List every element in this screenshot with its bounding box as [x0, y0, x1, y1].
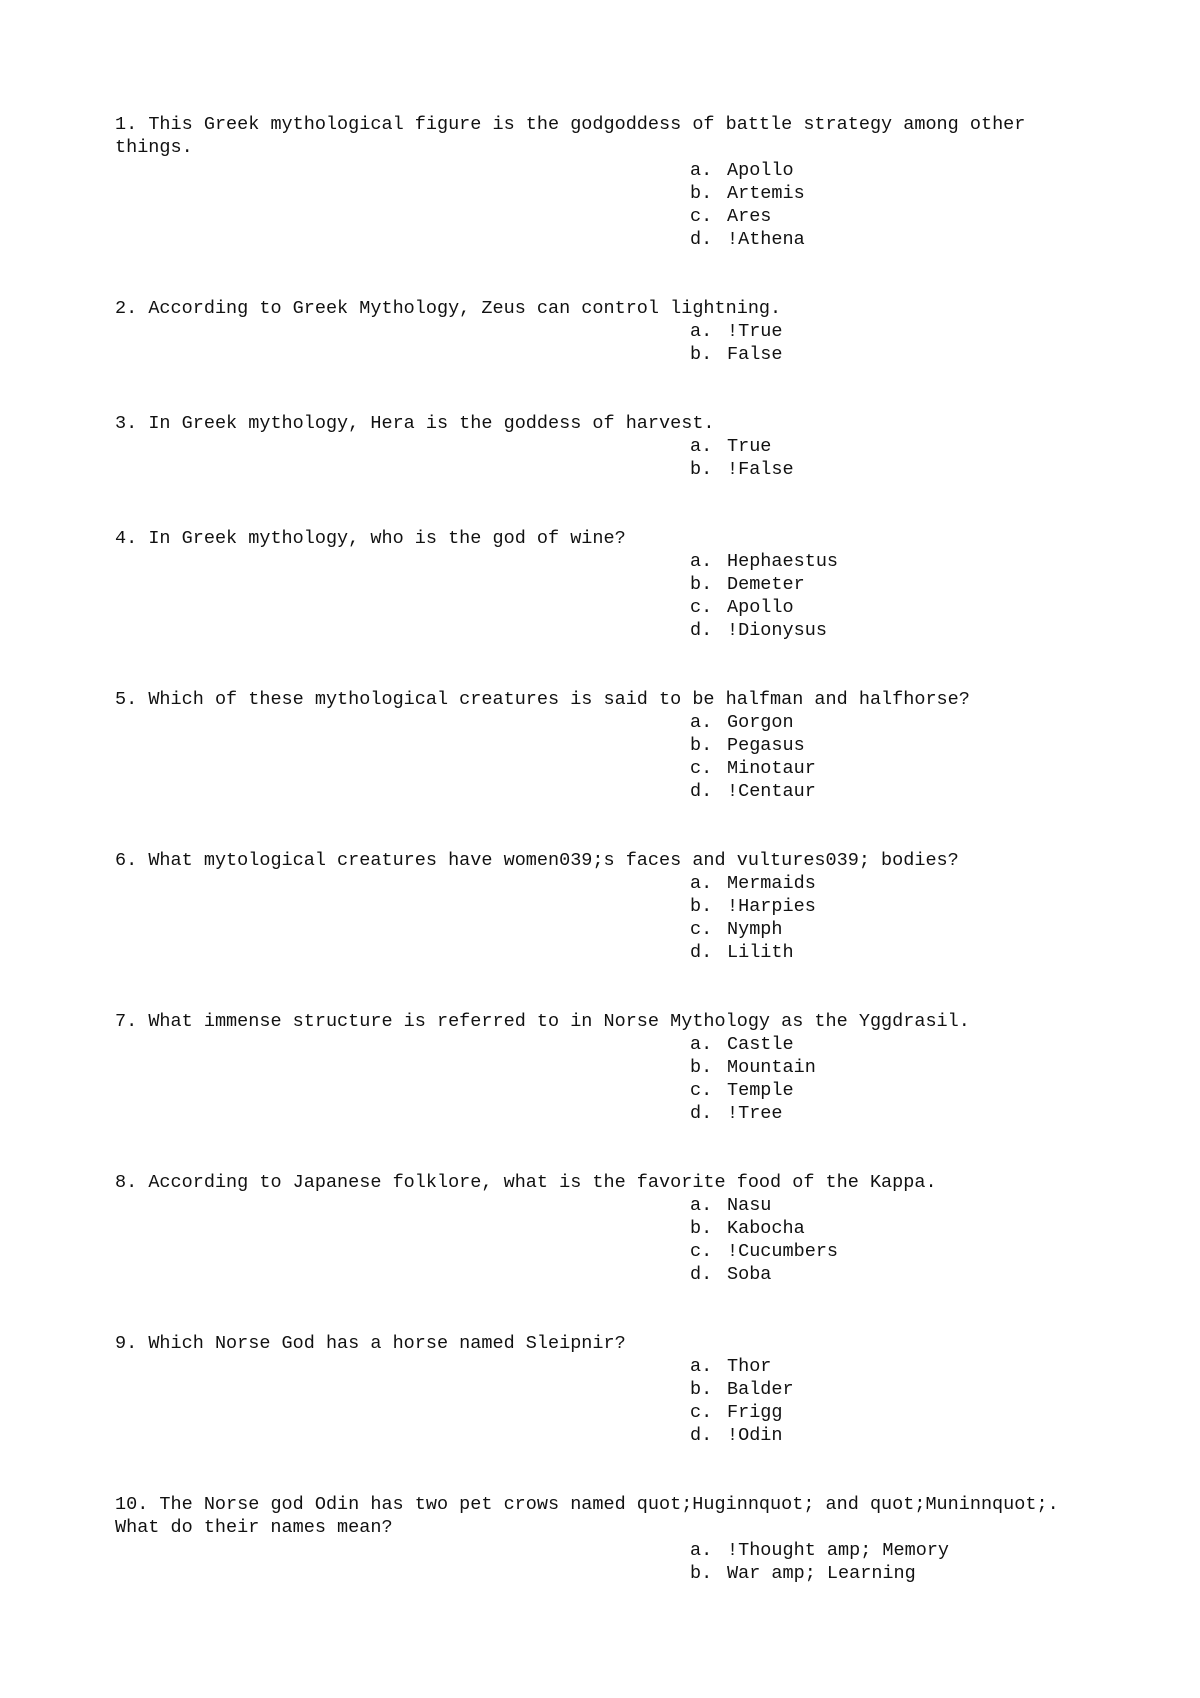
option-c [690, 1079, 1075, 1102]
options-list [115, 159, 1075, 251]
option-text: Castle [727, 1034, 794, 1055]
option-letter: b. [690, 344, 713, 365]
question-text [115, 527, 1075, 550]
option-b [690, 182, 1075, 205]
question-body: In Greek mythology, who is the god of wine? [148, 528, 626, 549]
option-a [690, 711, 1075, 734]
question-5 [115, 688, 1075, 803]
question-8 [115, 1171, 1075, 1286]
option-letter: c. [690, 597, 713, 618]
question-text [115, 1493, 1081, 1539]
question-body: In Greek mythology, Hera is the goddess of harvest. [148, 413, 715, 434]
option-text: Thor [727, 1356, 772, 1377]
option-letter: c. [690, 1402, 713, 1423]
option-c [690, 205, 1075, 228]
options-list [115, 1539, 1075, 1585]
option-letter: b. [690, 896, 713, 917]
option-text: Nymph [727, 919, 783, 940]
options-list [115, 550, 1075, 642]
question-body: This Greek mythological figure is the godgoddess of battle strategy among other things. [115, 114, 1037, 158]
option-text: Apollo [727, 597, 794, 618]
question-body: What immense structure is referred to in Norse Mythology as the Yggdrasil. [148, 1011, 970, 1032]
option-letter: d. [690, 781, 713, 802]
options-list [115, 1194, 1075, 1286]
question-number: 10. [115, 1494, 149, 1515]
option-c [690, 1240, 1075, 1263]
option-text: Artemis [727, 183, 805, 204]
question-body: What mytological creatures have women039;s faces and vultures039; bodies? [148, 850, 959, 871]
question-body: Which of these mythological creatures is said to be halfman and halfhorse? [148, 689, 970, 710]
option-letter: b. [690, 183, 713, 204]
question-number: 6. [115, 850, 138, 871]
option-letter: b. [690, 1057, 713, 1078]
options-list [115, 1033, 1075, 1125]
question-number: 5. [115, 689, 138, 710]
option-text: !False [727, 459, 794, 480]
option-text: !Dionysus [727, 620, 827, 641]
option-text: !Thought amp; Memory [727, 1540, 950, 1561]
option-d [690, 1263, 1075, 1286]
question-number: 8. [115, 1172, 138, 1193]
option-letter: a. [690, 1195, 713, 1216]
option-a [690, 435, 1075, 458]
option-text: !Centaur [727, 781, 816, 802]
option-letter: a. [690, 712, 713, 733]
option-letter: b. [690, 459, 713, 480]
question-7 [115, 1010, 1075, 1125]
option-text: Apollo [727, 160, 794, 181]
option-a [690, 872, 1075, 895]
option-letter: a. [690, 321, 713, 342]
options-list [115, 872, 1075, 964]
option-d [690, 619, 1075, 642]
option-text: False [727, 344, 783, 365]
option-text: Nasu [727, 1195, 772, 1216]
option-letter: a. [690, 1356, 713, 1377]
question-text [115, 297, 1075, 320]
option-text: Kabocha [727, 1218, 805, 1239]
option-a [690, 159, 1075, 182]
option-b [690, 458, 1075, 481]
option-a [690, 1194, 1075, 1217]
option-text: Balder [727, 1379, 794, 1400]
option-letter: c. [690, 919, 713, 940]
option-letter: d. [690, 942, 713, 963]
option-text: Mountain [727, 1057, 816, 1078]
option-text: Pegasus [727, 735, 805, 756]
question-text [115, 113, 1075, 159]
option-text: Hephaestus [727, 551, 839, 572]
question-4 [115, 527, 1075, 642]
question-number: 3. [115, 413, 138, 434]
question-text [115, 849, 1075, 872]
option-letter: c. [690, 206, 713, 227]
option-letter: a. [690, 160, 713, 181]
option-letter: c. [690, 1241, 713, 1262]
option-text: Demeter [727, 574, 805, 595]
question-text [115, 1332, 1075, 1355]
question-number: 9. [115, 1333, 138, 1354]
option-a [690, 550, 1075, 573]
option-letter: a. [690, 551, 713, 572]
option-b [690, 573, 1075, 596]
options-list [115, 1355, 1075, 1447]
option-letter: d. [690, 229, 713, 250]
option-text: Lilith [727, 942, 794, 963]
question-text [115, 688, 1075, 711]
option-letter: d. [690, 1103, 713, 1124]
option-text: !Cucumbers [727, 1241, 839, 1262]
option-text: War amp; Learning [727, 1563, 916, 1584]
option-d [690, 1102, 1075, 1125]
options-list [115, 320, 1075, 366]
option-text: !Harpies [727, 896, 816, 917]
option-letter: c. [690, 758, 713, 779]
option-letter: b. [690, 1379, 713, 1400]
option-d [690, 228, 1075, 251]
option-text: !True [727, 321, 783, 342]
option-letter: a. [690, 436, 713, 457]
option-d [690, 780, 1075, 803]
question-9 [115, 1332, 1075, 1447]
option-b [690, 343, 1075, 366]
option-b [690, 1562, 1075, 1585]
question-number: 2. [115, 298, 138, 319]
question-number: 4. [115, 528, 138, 549]
option-c [690, 1401, 1075, 1424]
option-letter: b. [690, 1563, 713, 1584]
option-letter: d. [690, 1264, 713, 1285]
options-list [115, 435, 1075, 481]
option-text: Minotaur [727, 758, 816, 779]
options-list [115, 711, 1075, 803]
question-body: The Norse god Odin has two pet crows named quot;Huginnquot; and quot;Muninnquot;. What do their names mean? [115, 1494, 1081, 1538]
option-text: Temple [727, 1080, 794, 1101]
question-body: According to Japanese folklore, what is the favorite food of the Kappa. [148, 1172, 937, 1193]
option-letter: b. [690, 574, 713, 595]
option-b [690, 1378, 1075, 1401]
option-text: Gorgon [727, 712, 794, 733]
option-a [690, 1539, 1075, 1562]
question-body: According to Greek Mythology, Zeus can control lightning. [148, 298, 782, 319]
question-6 [115, 849, 1075, 964]
option-a [690, 1355, 1075, 1378]
option-a [690, 1033, 1075, 1056]
option-d [690, 941, 1075, 964]
option-text: Mermaids [727, 873, 816, 894]
question-text [115, 1171, 1075, 1194]
question-text [115, 1010, 1075, 1033]
option-letter: a. [690, 1034, 713, 1055]
option-b [690, 1217, 1075, 1240]
option-letter: a. [690, 873, 713, 894]
option-text: Frigg [727, 1402, 783, 1423]
option-letter: a. [690, 1540, 713, 1561]
question-3 [115, 412, 1075, 481]
option-letter: b. [690, 735, 713, 756]
question-2 [115, 297, 1075, 366]
question-text [115, 412, 1075, 435]
option-letter: c. [690, 1080, 713, 1101]
option-b [690, 895, 1075, 918]
option-b [690, 734, 1075, 757]
option-b [690, 1056, 1075, 1079]
option-text: !Athena [727, 229, 805, 250]
option-text: Soba [727, 1264, 772, 1285]
question-number: 7. [115, 1011, 138, 1032]
option-c [690, 596, 1075, 619]
question-body: Which Norse God has a horse named Sleipnir? [148, 1333, 626, 1354]
option-text: True [727, 436, 772, 457]
option-letter: d. [690, 1425, 713, 1446]
option-text: !Tree [727, 1103, 783, 1124]
option-letter: b. [690, 1218, 713, 1239]
option-a [690, 320, 1075, 343]
option-text: Ares [727, 206, 772, 227]
option-text: !Odin [727, 1425, 783, 1446]
option-letter: d. [690, 620, 713, 641]
option-c [690, 918, 1075, 941]
option-d [690, 1424, 1075, 1447]
question-number: 1. [115, 114, 138, 135]
question-10 [115, 1493, 1081, 1585]
question-1 [115, 113, 1075, 251]
option-c [690, 757, 1075, 780]
